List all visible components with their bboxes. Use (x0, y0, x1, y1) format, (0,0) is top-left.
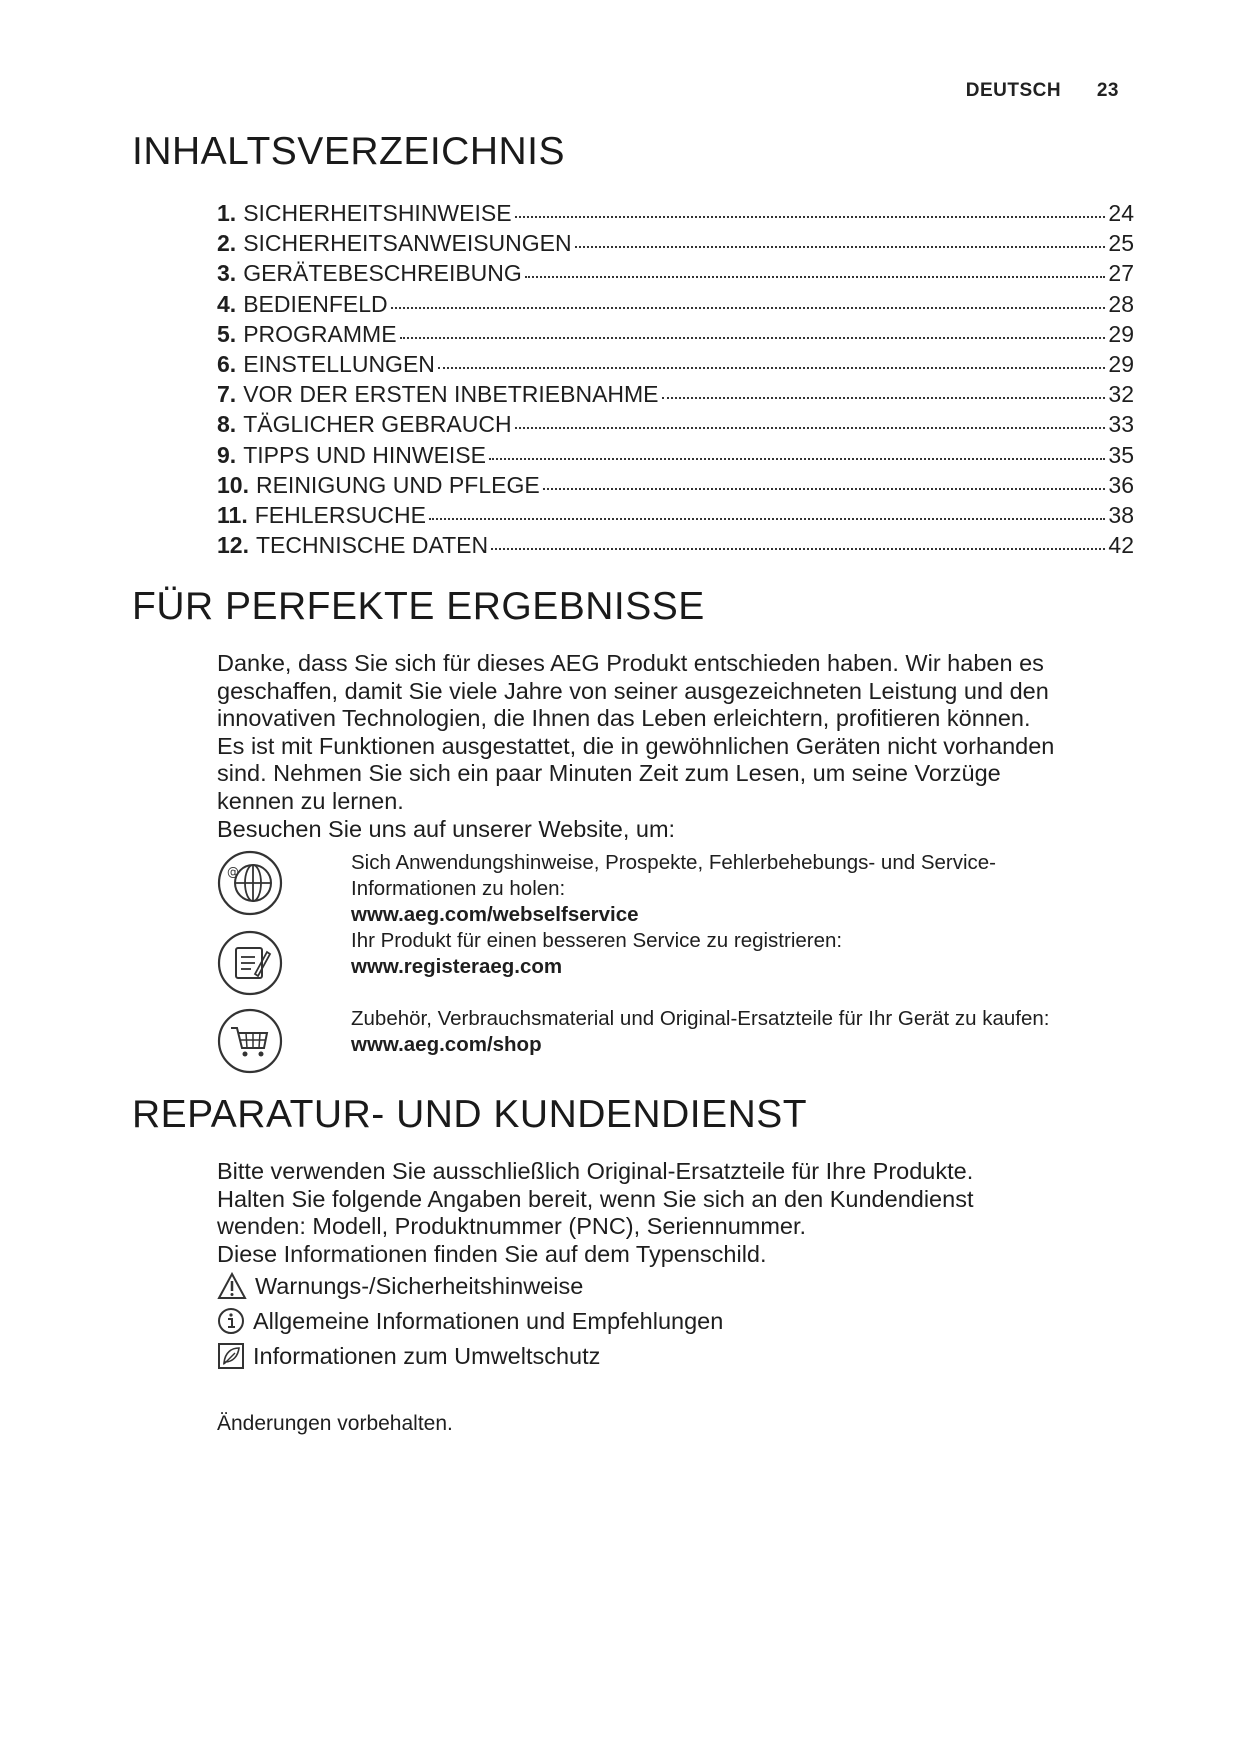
paragraph-line: kennen zu lernen. (217, 787, 404, 814)
toc-entry[interactable] (217, 348, 1134, 378)
toc-number: 9. (217, 441, 237, 468)
toc-leader (391, 285, 1106, 309)
paragraph-line: innovativen Technologien, die Ihnen das Leben erleichtern, profitieren können. (217, 705, 1031, 732)
toc-leader (575, 224, 1106, 248)
paragraph-line: geschaffen, damit Sie viele Jahre von seiner ausgezeichneten Leistung und den (217, 677, 1049, 704)
toc-page: 28 (1108, 290, 1134, 317)
toc-page: 38 (1108, 501, 1134, 528)
toc-label: REINIGUNG UND PFLEGE (255, 471, 540, 498)
toc-entry[interactable] (217, 529, 1134, 559)
toc-entry[interactable] (217, 408, 1134, 438)
paragraph-line: Besuchen Sie uns auf unserer Website, um: (217, 815, 676, 842)
toc-page: 33 (1108, 411, 1134, 438)
toc-number: 11. (217, 501, 248, 528)
environment-icon (217, 1342, 245, 1370)
toc-leader (662, 375, 1106, 399)
paragraph-line: Diese Informationen finden Sie auf dem Typenschild. (217, 1240, 767, 1267)
toc-label: GERÄTEBESCHREIBUNG (243, 260, 522, 287)
service-intro (217, 1158, 1127, 1268)
toc-entry[interactable] (217, 288, 1134, 318)
legend-info (217, 1307, 723, 1335)
toc-label: EINSTELLUNGEN (243, 350, 435, 377)
toc-title: INHALTSVERZEICHNIS (132, 130, 566, 173)
paragraph-line: Halten Sie folgende Angaben bereit, wenn Sie sich an den Kundendienst (217, 1185, 974, 1212)
toc-page: 32 (1108, 381, 1134, 408)
legend-label: Informationen zum Umweltschutz (253, 1342, 601, 1369)
paragraph-line: wenden: Modell, Produktnummer (PNC), Seriennummer. (217, 1213, 807, 1240)
page-header (966, 80, 1119, 102)
shop-link[interactable]: www.aeg.com/shop (351, 1033, 542, 1056)
svg-text:@: @ (227, 865, 239, 879)
paragraph-line: sind. Nehmen Sie sich ein paar Minuten Zeit zum Lesen, um seine Vorzüge (217, 760, 1001, 787)
register-icon (217, 930, 283, 996)
page-number: 23 (1096, 80, 1119, 101)
toc-entry[interactable] (217, 257, 1134, 287)
toc-leader (491, 526, 1105, 550)
toc-leader (515, 194, 1106, 218)
toc-number: 4. (217, 290, 237, 317)
toc-label: TÄGLICHER GEBRAUCH (243, 411, 512, 438)
toc-number: 7. (217, 381, 237, 408)
toc-number: 2. (217, 230, 237, 257)
results-intro (217, 650, 1127, 843)
toc-entry[interactable] (217, 197, 1134, 227)
toc-entry[interactable] (217, 227, 1134, 257)
toc-page: 42 (1108, 532, 1134, 559)
shopping-cart-icon (217, 1008, 283, 1074)
toc-label: TECHNISCHE DATEN (255, 532, 489, 559)
paragraph-line: Danke, dass Sie sich für dieses AEG Produkt entschieden haben. Wir haben es (217, 650, 1044, 676)
toc-leader (543, 466, 1106, 490)
toc-page: 29 (1108, 320, 1134, 347)
toc-number: 6. (217, 350, 237, 377)
toc-number: 3. (217, 260, 237, 287)
toc-page: 36 (1108, 471, 1134, 498)
toc-leader (525, 254, 1106, 278)
toc-label: FEHLERSUCHE (254, 501, 426, 528)
toc-entry[interactable] (217, 378, 1134, 408)
toc-number: 10. (217, 471, 249, 498)
toc-page: 29 (1108, 350, 1134, 377)
toc-entry[interactable] (217, 499, 1134, 529)
results-title: FÜR PERFEKTE ERGEBNISSE (132, 585, 705, 628)
legend-environment (217, 1342, 600, 1370)
legend-label: Allgemeine Informationen und Empfehlungen (253, 1307, 724, 1334)
paragraph-line: Bitte verwenden Sie ausschließlich Original-Ersatzteile für Ihre Produkte. (217, 1158, 974, 1184)
toc-page: 24 (1108, 200, 1134, 226)
toc-leader (400, 315, 1106, 339)
toc-label: SICHERHEITSANWEISUNGEN (243, 230, 572, 257)
service-title: REPARATUR- UND KUNDENDIENST (132, 1093, 808, 1136)
toc-number: 5. (217, 320, 237, 347)
toc-leader (429, 496, 1105, 520)
toc-label: BEDIENFELD (243, 290, 388, 317)
support-link[interactable]: www.aeg.com/webselfservice (351, 903, 639, 926)
toc-page: 25 (1108, 230, 1134, 257)
toc-page: 27 (1108, 260, 1134, 287)
toc-entry[interactable] (217, 469, 1134, 499)
warning-icon (217, 1272, 247, 1300)
toc-label: TIPPS UND HINWEISE (243, 441, 486, 468)
info-icon (217, 1307, 245, 1335)
toc-number: 12. (217, 532, 249, 559)
table-of-contents (217, 197, 1134, 559)
globe-icon (217, 850, 283, 916)
link-text-shop: Zubehör, Verbrauchsmaterial und Original-Ersatzteile für Ihr Gerät zu kaufen: www.aeg.com/shop (351, 1007, 1050, 1056)
register-link[interactable]: www.registeraeg.com (351, 955, 563, 978)
legend-warning (217, 1272, 583, 1300)
toc-leader (438, 345, 1106, 369)
legend-label: Warnungs-/Sicherheitshinweise (255, 1272, 584, 1299)
paragraph-line: Es ist mit Funktionen ausgestattet, die in gewöhnlichen Geräten nicht vorhanden (217, 732, 1055, 759)
toc-page: 35 (1108, 441, 1134, 468)
toc-entry[interactable] (217, 439, 1134, 469)
changes-reserved-note: Änderungen vorbehalten. (217, 1412, 453, 1435)
link-text-support: Sich Anwendungshinweise, Prospekte, Fehlerbehebungs- und Service- Informationen zu holen: www.aeg.com/webselfservice (351, 851, 996, 926)
toc-label: VOR DER ERSTEN INBETRIEBNAHME (243, 381, 659, 408)
toc-leader (515, 405, 1106, 429)
toc-number: 8. (217, 411, 237, 438)
toc-label: PROGRAMME (243, 320, 397, 347)
toc-leader (489, 436, 1105, 460)
language-label: DEUTSCH (965, 80, 1062, 101)
toc-number: 1. (217, 200, 237, 226)
toc-entry[interactable] (217, 318, 1134, 348)
link-text-register: Ihr Produkt für einen besseren Service zu registrieren: www.registeraeg.com (351, 929, 843, 978)
toc-label: SICHERHEITSHINWEISE (243, 200, 512, 226)
